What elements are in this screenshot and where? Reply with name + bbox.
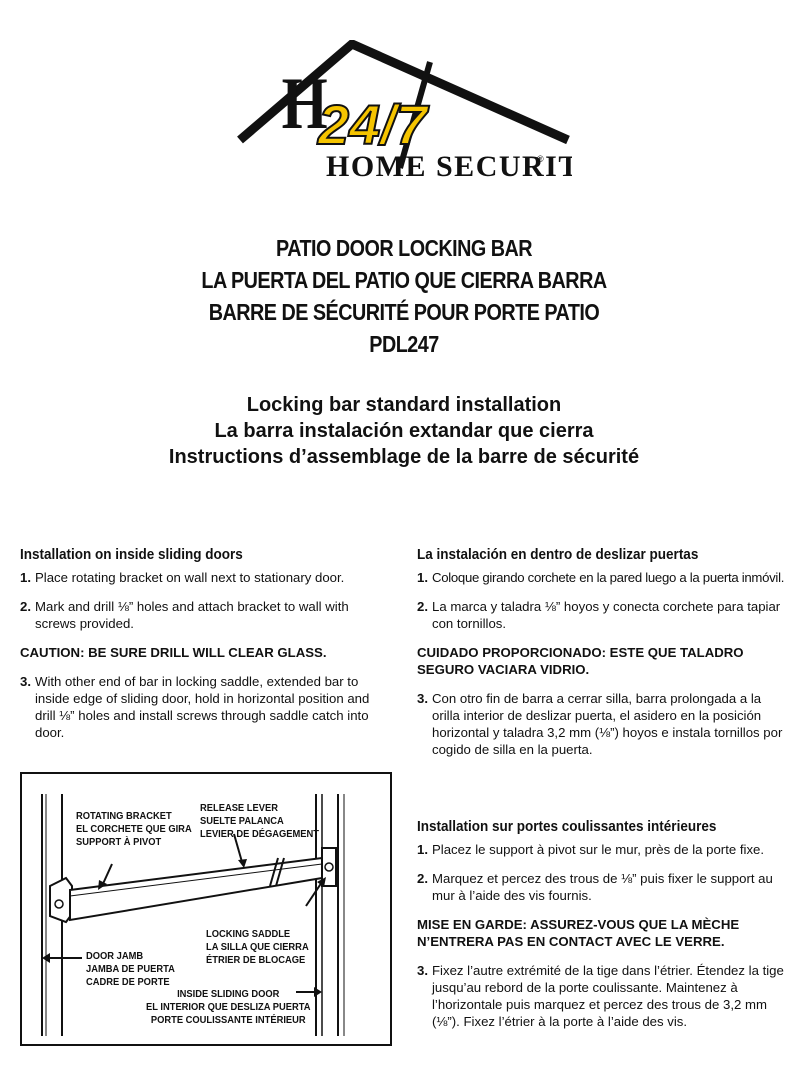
french-heading: Installation sur portes coulissantes intérieures <box>417 818 717 835</box>
label-rotating-bracket <box>76 810 192 849</box>
product-titles <box>0 232 808 360</box>
step-text: Marquez et percez des trous de ⅛” puis fixer le support au mur à l’aide des vis fournis. <box>432 871 773 903</box>
label-inside-sliding-door <box>146 988 311 1027</box>
step-text: La marca y taladra ⅛” hoyos y conecta corchete para tapiar con tornillos. <box>432 599 781 631</box>
locking-bar-shape <box>70 858 322 920</box>
label-locking-saddle <box>206 928 309 967</box>
step-text: With other end of bar in locking saddle, extended bar to inside edge of sliding door, hold in horizontal position and drill ⅛” holes and install screws through saddle catch into door. <box>35 674 370 740</box>
logo-h-letter: H <box>281 62 328 145</box>
step-text: Con otro fin de barra a cerrar silla, barra prolongada a la orilla interior de deslizar puerta, el asidero en la posición horizontal y taladra 3,2 mm (⅛”) hoyos e instala tornillos por cogido de silla en la puerta. <box>432 691 783 757</box>
title-english: PATIO DOOR LOCKING BAR <box>275 235 533 261</box>
label-line: LEVIER DE DÉGAGEMENT <box>200 829 319 840</box>
brand-logo <box>232 40 572 190</box>
label-line: DOOR JAMB <box>86 951 144 962</box>
label-line: CADRE DE PORTE <box>86 977 170 988</box>
model-number: PDL247 <box>369 331 439 357</box>
installation-diagram <box>20 772 392 1046</box>
step-number: 3. <box>417 963 428 978</box>
subtitles <box>0 392 808 470</box>
subtitle-french: Instructions d’assemblage de la barre de sécurité <box>168 446 640 468</box>
spanish-step-1 <box>417 569 792 586</box>
spanish-step-3 <box>417 690 792 758</box>
step-text: Coloque girando corchete en la pared luego a la puerta inmóvil. <box>432 570 785 585</box>
step-number: 2. <box>20 599 31 614</box>
caution-line: N’ENTRERA PAS EN CONTACT AVEC LE VERRE. <box>417 934 725 949</box>
english-instructions <box>20 546 392 753</box>
step-text: Placez le support à pivot sur le mur, près de la porte fixe. <box>432 842 765 857</box>
step-number: 2. <box>417 599 428 614</box>
english-heading: Installation on inside sliding doors <box>20 546 243 563</box>
label-line: INSIDE SLIDING DOOR <box>177 989 280 1000</box>
label-release-lever <box>200 802 319 841</box>
english-step-2 <box>20 598 392 632</box>
label-line: LOCKING SADDLE <box>206 929 291 940</box>
caution-line: CUIDADO PROPORCIONADO: ESTE QUE TALADRO <box>417 645 744 660</box>
french-step-1 <box>417 841 792 858</box>
label-line: SUELTE PALANCA <box>200 816 284 827</box>
step-number: 3. <box>20 674 31 689</box>
title-french: BARRE DE SÉCURITÉ POUR PORTE PATIO <box>208 299 600 325</box>
french-step-3 <box>417 962 792 1030</box>
logo-brand-text: HOME SECURIT <box>326 150 572 183</box>
title-spanish: LA PUERTA DEL PATIO QUE CIERRA BARRA <box>201 267 607 293</box>
label-line: ROTATING BRACKET <box>76 811 172 822</box>
logo-brand-number: 24/7 <box>318 93 427 156</box>
step-number: 3. <box>417 691 428 706</box>
french-caution <box>417 916 792 950</box>
label-door-jamb <box>86 950 175 989</box>
house-logo-graphic <box>232 40 572 190</box>
french-step-2 <box>417 870 792 904</box>
french-instructions <box>417 818 792 1042</box>
caution-line: SEGURO VACIARA VIDRIO. <box>417 662 590 677</box>
label-line: EL CORCHETE QUE GIRA <box>76 824 192 835</box>
step-number: 1. <box>417 570 428 585</box>
spanish-heading: La instalación en dentro de deslizar puertas <box>417 546 699 563</box>
subtitle-spanish: La barra instalación extandar que cierra <box>214 420 594 442</box>
english-step-3 <box>20 673 392 741</box>
spanish-step-2 <box>417 598 792 632</box>
subtitle-english: Locking bar standard installation <box>246 394 562 416</box>
registered-mark: ® <box>537 154 544 164</box>
step-text: Mark and drill ⅛” holes and attach bracket to wall with screws provided. <box>35 599 349 631</box>
caution-line: MISE EN GARDE: ASSUREZ-VOUS QUE LA MÈCHE <box>417 917 740 932</box>
spanish-instructions <box>417 546 792 770</box>
step-number: 1. <box>417 842 428 857</box>
label-line: EL INTERIOR QUE DESLIZA PUERTA <box>146 1002 311 1013</box>
label-line: JAMBA DE PUERTA <box>86 964 175 975</box>
step-number: 1. <box>20 570 31 585</box>
label-line: RELEASE LEVER <box>200 803 278 814</box>
label-line: ÉTRIER DE BLOCAGE <box>206 955 306 966</box>
english-caution: CAUTION: BE SURE DRILL WILL CLEAR GLASS. <box>20 645 327 660</box>
label-line: PORTE COULISSANTE INTÉRIEUR <box>150 1015 306 1026</box>
spanish-caution <box>417 644 792 678</box>
english-step-1 <box>20 569 392 586</box>
step-text: Place rotating bracket on wall next to stationary door. <box>35 570 345 585</box>
step-number: 2. <box>417 871 428 886</box>
label-line: LA SILLA QUE CIERRA <box>206 942 309 953</box>
label-line: SUPPORT À PIVOT <box>76 837 162 848</box>
step-text: Fixez l’autre extrémité de la tige dans l’étrier. Étendez la tige jusqu’au rebord de la porte coulissante. Maintenez à l’horizontale puis marquez et percez des trous de 3,2 mm (⅛”). Fixez l’étrier à la porte à l’aide des vis. <box>432 963 784 1029</box>
